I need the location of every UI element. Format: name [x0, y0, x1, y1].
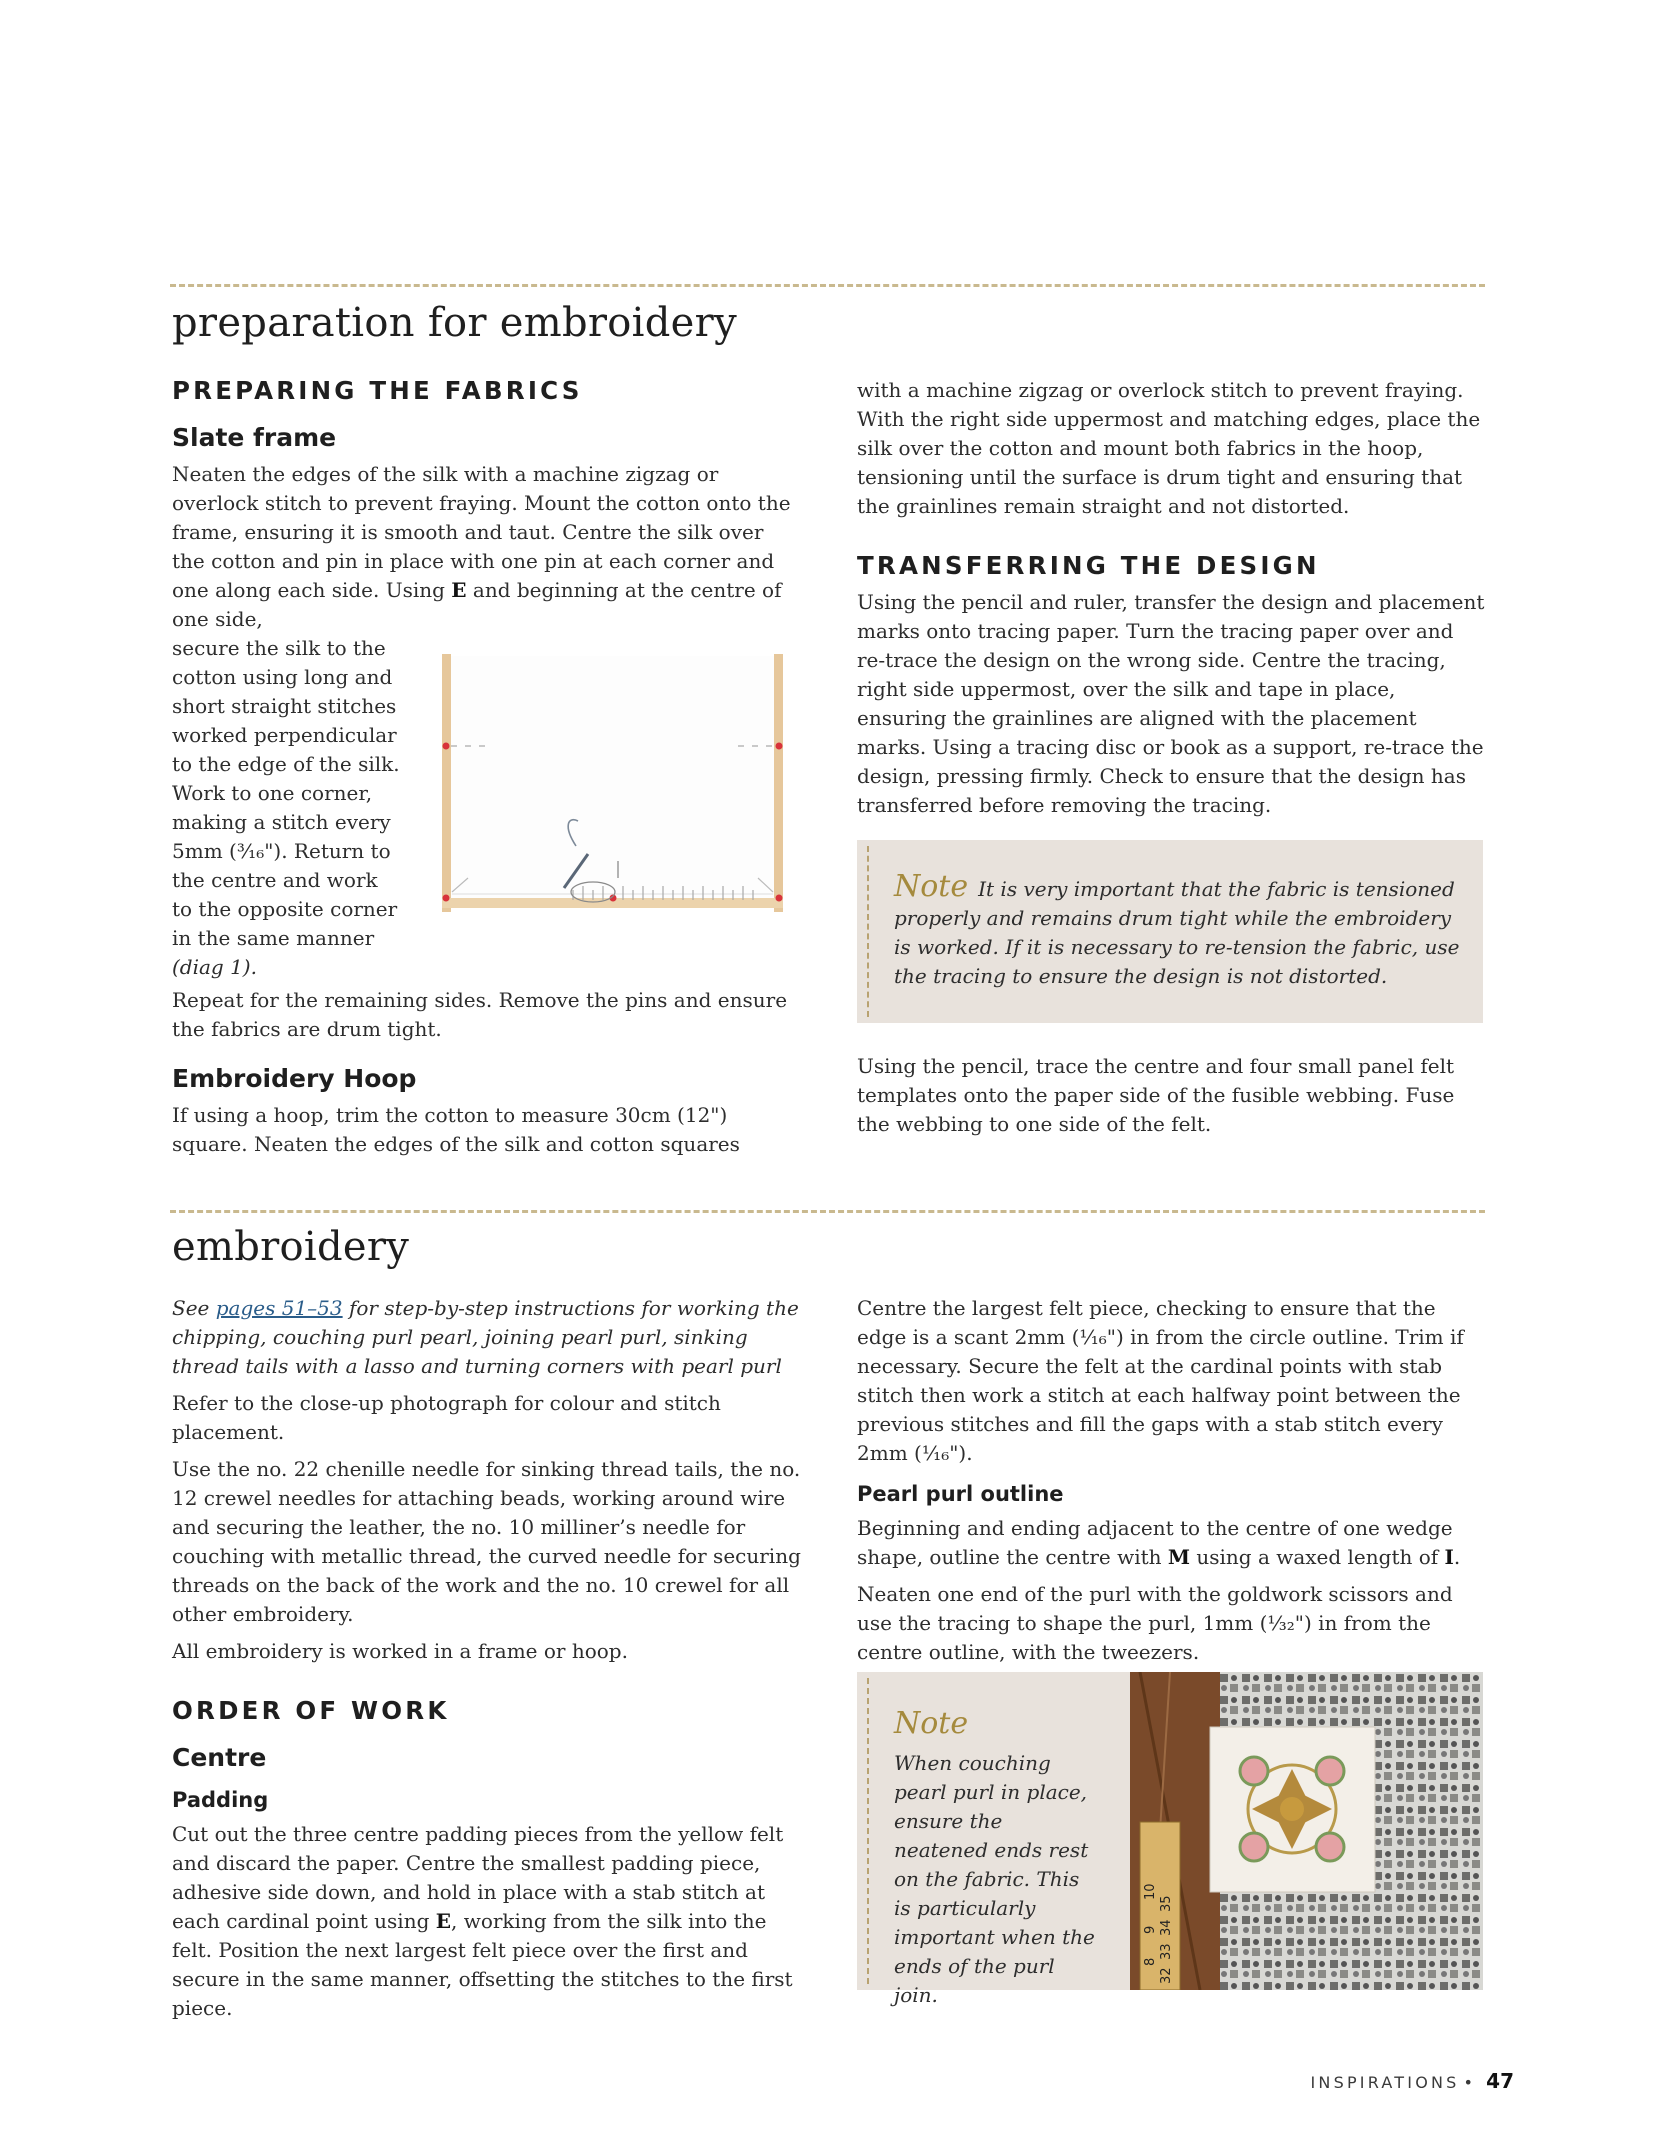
embroidered-tile: [1210, 1727, 1375, 1892]
narrow-line: short straight stitches: [172, 694, 397, 718]
section-divider-middle: [170, 1210, 1485, 1213]
pin-marker: [443, 743, 450, 750]
embroidery-left-column: [172, 1294, 802, 2023]
ruler-number: 10: [1143, 1883, 1158, 1900]
section-title-preparation: preparation for embroidery: [172, 300, 737, 346]
frame-paragraph: All embroidery is worked in a frame or hoop.: [172, 1639, 628, 1663]
heading-preparing-fabrics: PREPARING THE FABRICS: [172, 376, 583, 405]
heading-padding: Padding: [172, 1788, 269, 1812]
pearl-text-c: .: [1453, 1545, 1461, 1569]
hoop-paragraph: If using a hoop, trim the cotton to measure 30cm (12") square. Neaten the edges of the silk and cotton squares: [172, 1103, 740, 1156]
narrow-line: 5mm (³⁄₁₆"). Return to: [172, 839, 391, 863]
heading-order-of-work: ORDER OF WORK: [172, 1696, 450, 1725]
refer-paragraph: Refer to the close-up photograph for colour and stitch placement.: [172, 1391, 721, 1444]
heading-embroidery-hoop: Embroidery Hoop: [172, 1064, 417, 1093]
page-footer: [1311, 2069, 1514, 2093]
preparation-right-column: [857, 376, 1487, 820]
narrow-line: Work to one corner,: [172, 781, 373, 805]
fusible-webbing-paragraph: Using the pencil, trace the centre and four small panel felt templates onto the paper side of the fusible webbing. Fuse the webbing to one side of the felt.: [857, 1054, 1455, 1136]
frame-left-bar: [442, 654, 451, 912]
note-box-tension: [857, 840, 1483, 1023]
section-title-embroidery: embroidery: [172, 1224, 410, 1270]
heading-pearl-purl-outline: Pearl purl outline: [857, 1482, 1064, 1506]
narrow-line: in the same manner: [172, 926, 375, 950]
ruler-number: 35: [1159, 1895, 1174, 1912]
pin-marker: [776, 743, 783, 750]
narrow-line: making a stitch every: [172, 810, 391, 834]
pearl-bold-i: I: [1444, 1545, 1454, 1569]
pin-marker: [776, 895, 783, 902]
ruler-number: 32: [1159, 1967, 1174, 1984]
slate-bold-e: E: [451, 578, 467, 602]
pearl-text-b: using a waxed length of: [1190, 1545, 1445, 1569]
note-body: It is very important that the fabric is tensioned properly and remains drum tight while the embroidery is worked. If it is necessary to re-tension the fabric, use the tracing to ensure the design is not distorted.: [894, 877, 1460, 988]
frame-right-bar: [774, 654, 783, 912]
pearl-bold-m: M: [1167, 1545, 1190, 1569]
section-divider-top: [170, 284, 1485, 287]
ruler-number: 9: [1143, 1925, 1158, 1934]
narrow-line: cotton using long and: [172, 665, 393, 689]
note-label: Note: [894, 1706, 969, 1741]
ruler-number: 33: [1159, 1943, 1174, 1960]
transferring-paragraph: Using the pencil and ruler, transfer the design and placement marks onto tracing paper. Turn the tracing paper over and re-trace the design on the wrong side. Centre the tracing, right side uppermost, over the silk and tape in place, ensuring the grainlines are aligned with the placement marks. Using a tracing disc or book as a support, re-trace the design, pressing firmly. Check to ensure that the design has transferred before removing the tracing.: [857, 590, 1485, 817]
ruler-number: 34: [1159, 1919, 1174, 1936]
finished-project-photo: [1130, 1672, 1483, 1990]
hoop-paragraph-continued: with a machine zigzag or overlock stitch to prevent fraying. With the right side uppermost and matching edges, place the silk over the cotton and mount both fabrics in the hoop, tensioning until the surface is drum tight and ensuring that the grainlines remain straight and not distorted.: [857, 378, 1481, 518]
slate-text-a: Neaten the edges of the silk with a machine zigzag or overlock stitch to prevent fraying. Mount the cotton onto the frame, ensuring it is smooth and taut. Centre the silk over the cotton and pin in place with one pin at each corner and one along each side. Using: [172, 462, 791, 602]
note-dashed-rule: [867, 1678, 869, 1984]
heading-transferring-design: TRANSFERRING THE DESIGN: [857, 551, 1320, 580]
slate-frame-diagram: [428, 646, 798, 922]
narrow-line: to the opposite corner: [172, 897, 398, 921]
note-text-tension: [894, 869, 1464, 991]
slate-text-b: and beginning at the centre of one side,: [172, 578, 782, 631]
slate-paragraph: [172, 460, 802, 634]
embroidery-right-column: [857, 1294, 1487, 1667]
heading-centre: Centre: [172, 1743, 267, 1772]
felt-paragraph: Centre the largest felt piece, checking to ensure that the edge is a scant 2mm (¹⁄₁₆") in from the circle outline. Trim if necessary. Secure the felt at the cardinal points with stab stitch then work a stitch at each halfway point between the previous stitches and fill the gaps with a stab stitch every 2mm (¹⁄₁₆").: [857, 1296, 1464, 1465]
pearl-paragraph-1: [857, 1514, 1487, 1572]
pin-marker: [443, 895, 450, 902]
narrow-line: worked perpendicular: [172, 723, 397, 747]
narrow-line: secure the silk to the: [172, 636, 386, 660]
slate-repeat-paragraph: Repeat for the remaining sides. Remove the pins and ensure the fabrics are drum tight.: [172, 988, 788, 1041]
narrow-line: to the edge of the silk.: [172, 752, 400, 776]
padding-text-a: Cut out the three centre padding pieces from the yellow felt and discard the paper. Centre the smallest padding piece, adhesive side down, and hold in place with a stab stitch at each cardinal point using: [172, 1822, 784, 1933]
diag-reference: (diag 1).: [172, 955, 257, 979]
pages-link[interactable]: pages 51–53: [215, 1296, 343, 1320]
note-label: Note: [894, 869, 969, 904]
padding-text-b: , working from the silk into the felt. Position the next largest felt piece over the first and secure in the same manner, offsetting the stitches to the first piece.: [172, 1909, 793, 2020]
note-body: When couching pearl purl in place, ensure the neatened ends rest on the fabric. This is particularly important when the ends of the purl join.: [894, 1751, 1095, 2007]
see-pages-paragraph: [172, 1294, 802, 1381]
narrow-line: the centre and work: [172, 868, 378, 892]
pearl-paragraph-2: Neaten one end of the purl with the goldwork scissors and use the tracing to shape the purl, 1mm (¹⁄₃₂") in from the centre outline, with the tweezers.: [857, 1582, 1453, 1664]
heading-slate-frame: Slate frame: [172, 423, 337, 452]
needles-paragraph: Use the no. 22 chenille needle for sinking thread tails, the no. 12 crewel needles for attaching beads, working around wire and securing the leather, the no. 10 milliner’s needle for couching with metallic thread, the curved needle for securing threads on the back of the work and the no. 10 crewel for all other embroidery.: [172, 1457, 801, 1626]
pearl-text-a: Beginning and ending adjacent to the centre of one wedge shape, outline the centre with: [857, 1516, 1453, 1569]
see-prefix: See: [172, 1296, 216, 1320]
padding-bold-e: E: [435, 1909, 451, 1933]
padding-paragraph: [172, 1820, 802, 2023]
note-dashed-rule: [867, 846, 869, 1017]
note-box-pearl-purl: [857, 1672, 1483, 2007]
footer-label: INSPIRATIONS: [1310, 2073, 1460, 2092]
footer-separator: •: [1463, 2073, 1477, 2092]
see-rest: for step-by-step instructions for working the chipping, couching purl pearl, joining pearl purl, sinking thread tails with a lasso and turning corners with pearl purl: [172, 1296, 799, 1378]
page-number: 47: [1486, 2069, 1514, 2093]
ruler-number: 8: [1143, 1957, 1158, 1966]
